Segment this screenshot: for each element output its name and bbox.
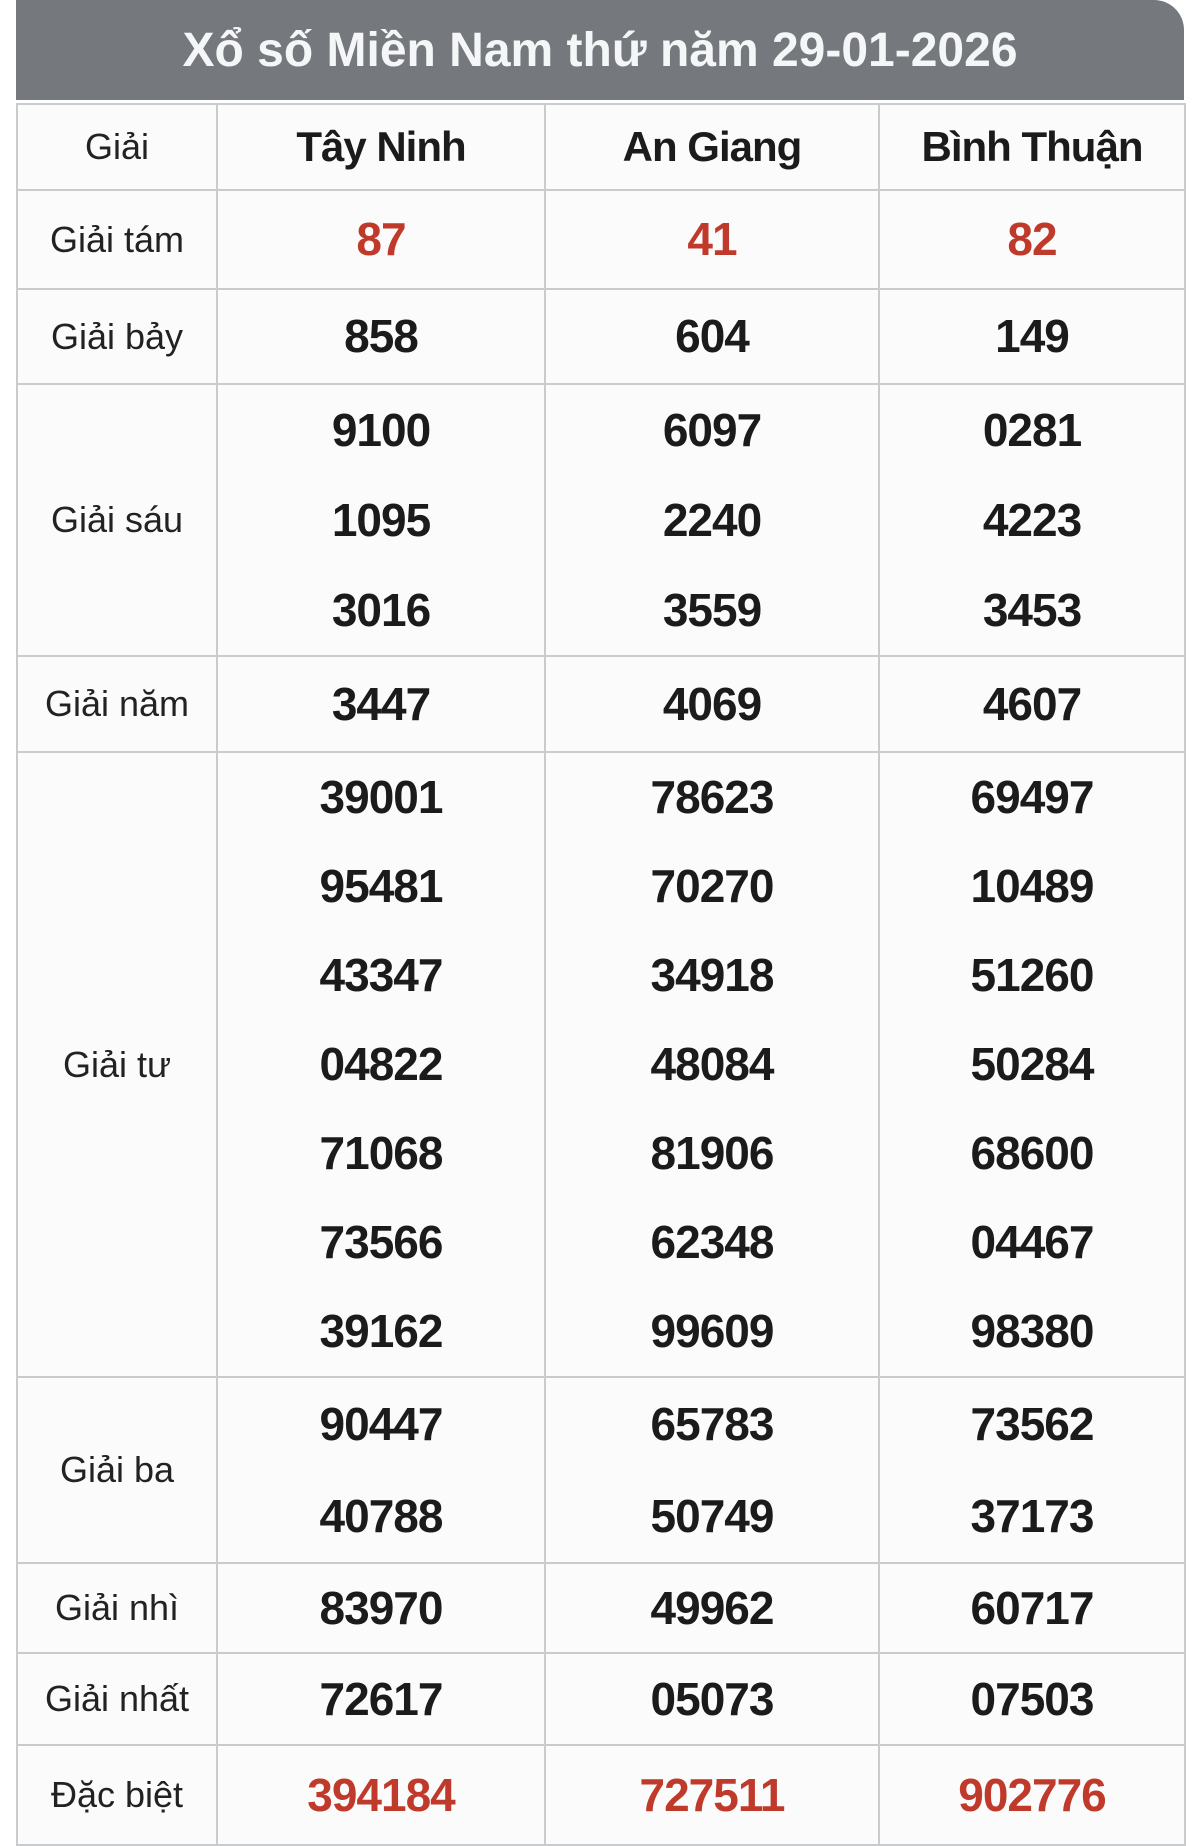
header-bar (16, 0, 1184, 100)
result-number: 49962 (650, 1582, 774, 1634)
column-header-prize: Giải (17, 104, 217, 190)
lottery-results-card (16, 0, 1184, 1846)
prize-label-giai-nhi: Giải nhì (17, 1563, 217, 1653)
result-cell-giai-ba-col2 (545, 1377, 879, 1563)
result-number: 70270 (650, 860, 774, 912)
result-cell-giai-nam-col3 (879, 656, 1185, 752)
result-number: 4607 (982, 678, 1082, 730)
result-number: 62348 (650, 1216, 774, 1268)
prize-row-dac-biet (17, 1745, 1185, 1845)
result-number: 78623 (650, 771, 774, 823)
result-number: 04822 (319, 1038, 443, 1090)
result-number: 83970 (319, 1582, 443, 1634)
result-number: 3453 (982, 584, 1082, 636)
result-number: 4069 (662, 678, 762, 730)
prize-label-giai-nam: Giải năm (17, 656, 217, 752)
result-number: 149 (995, 310, 1069, 362)
result-cell-giai-sau-col1 (217, 384, 545, 656)
prize-label-giai-tu: Giải tư (17, 752, 217, 1377)
result-number: 10489 (970, 860, 1094, 912)
column-header-an-giang: An Giang (545, 104, 879, 190)
result-number: 0281 (982, 404, 1082, 456)
result-number: 05073 (650, 1673, 774, 1725)
result-cell-giai-nhi-col1 (217, 1563, 545, 1653)
result-cell-giai-nam-col1 (217, 656, 545, 752)
result-number: 43347 (319, 949, 443, 1001)
prize-label-giai-ba: Giải ba (17, 1377, 217, 1563)
result-cell-dac-biet-col1 (217, 1745, 545, 1845)
result-cell-giai-tam-col2 (545, 190, 879, 289)
result-cell-dac-biet-col2 (545, 1745, 879, 1845)
column-header-row (17, 104, 1185, 190)
result-cell-giai-sau-col2 (545, 384, 879, 656)
result-number: 90447 (319, 1398, 443, 1450)
result-number: 50284 (970, 1038, 1094, 1090)
result-number: 72617 (319, 1673, 443, 1725)
result-number: 858 (344, 310, 418, 362)
prize-label-giai-bay: Giải bảy (17, 289, 217, 384)
prize-row-giai-nhat (17, 1653, 1185, 1745)
results-table (16, 103, 1186, 1846)
result-number: 2240 (662, 494, 762, 546)
result-number: 9100 (331, 404, 431, 456)
prize-row-giai-bay (17, 289, 1185, 384)
result-cell-giai-tu-col2 (545, 752, 879, 1377)
prize-row-giai-nam (17, 656, 1185, 752)
result-cell-giai-nhat-col2 (545, 1653, 879, 1745)
result-number: 4223 (982, 494, 1082, 546)
result-number: 727511 (639, 1769, 785, 1821)
prize-row-giai-sau (17, 384, 1185, 656)
page-title: Xổ số Miền Nam thứ năm 29-01-2026 (182, 23, 1018, 77)
result-cell-giai-nam-col2 (545, 656, 879, 752)
result-number: 48084 (650, 1038, 774, 1090)
result-number: 60717 (970, 1582, 1094, 1634)
result-number: 51260 (970, 949, 1094, 1001)
prize-row-giai-nhi (17, 1563, 1185, 1653)
result-cell-giai-bay-col2 (545, 289, 879, 384)
result-cell-giai-tam-col1 (217, 190, 545, 289)
result-number: 95481 (319, 860, 443, 912)
result-number: 6097 (662, 404, 762, 456)
prize-row-giai-ba (17, 1377, 1185, 1563)
column-header-tay-ninh: Tây Ninh (217, 104, 545, 190)
prize-row-giai-tam (17, 190, 1185, 289)
result-number: 82 (1007, 213, 1057, 265)
result-number: 50749 (650, 1490, 774, 1542)
result-cell-giai-tam-col3 (879, 190, 1185, 289)
prize-label-giai-sau: Giải sáu (17, 384, 217, 656)
result-cell-giai-nhi-col3 (879, 1563, 1185, 1653)
result-number: 604 (675, 310, 749, 362)
prize-label-giai-nhat: Giải nhất (17, 1653, 217, 1745)
result-cell-giai-sau-col3 (879, 384, 1185, 656)
result-cell-dac-biet-col3 (879, 1745, 1185, 1845)
result-number: 39001 (319, 771, 443, 823)
result-cell-giai-nhi-col2 (545, 1563, 879, 1653)
result-number: 69497 (970, 771, 1094, 823)
result-number: 1095 (331, 494, 431, 546)
result-number: 37173 (970, 1490, 1094, 1542)
result-number: 81906 (650, 1127, 774, 1179)
result-number: 41 (687, 213, 737, 265)
result-number: 87 (356, 213, 406, 265)
result-number: 71068 (319, 1127, 443, 1179)
result-cell-giai-ba-col3 (879, 1377, 1185, 1563)
result-number: 65783 (650, 1398, 774, 1450)
prize-label-giai-tam: Giải tám (17, 190, 217, 289)
result-cell-giai-nhat-col1 (217, 1653, 545, 1745)
result-number: 902776 (958, 1769, 1106, 1821)
column-header-binh-thuan: Bình Thuận (879, 104, 1185, 190)
result-cell-giai-bay-col3 (879, 289, 1185, 384)
prize-row-giai-tu (17, 752, 1185, 1377)
result-number: 40788 (319, 1490, 443, 1542)
result-number: 04467 (970, 1216, 1094, 1268)
result-cell-giai-ba-col1 (217, 1377, 545, 1563)
result-number: 73562 (970, 1398, 1094, 1450)
result-cell-giai-nhat-col3 (879, 1653, 1185, 1745)
result-number: 394184 (307, 1769, 455, 1821)
result-number: 99609 (650, 1305, 774, 1357)
result-number: 34918 (650, 949, 774, 1001)
result-number: 3559 (662, 584, 762, 636)
result-cell-giai-bay-col1 (217, 289, 545, 384)
result-number: 98380 (970, 1305, 1094, 1357)
result-cell-giai-tu-col3 (879, 752, 1185, 1377)
prize-label-dac-biet: Đặc biệt (17, 1745, 217, 1845)
result-number: 73566 (319, 1216, 443, 1268)
result-number: 39162 (319, 1305, 443, 1357)
result-cell-giai-tu-col1 (217, 752, 545, 1377)
result-number: 07503 (970, 1673, 1094, 1725)
result-number: 68600 (970, 1127, 1094, 1179)
result-number: 3016 (331, 584, 431, 636)
result-number: 3447 (331, 678, 431, 730)
